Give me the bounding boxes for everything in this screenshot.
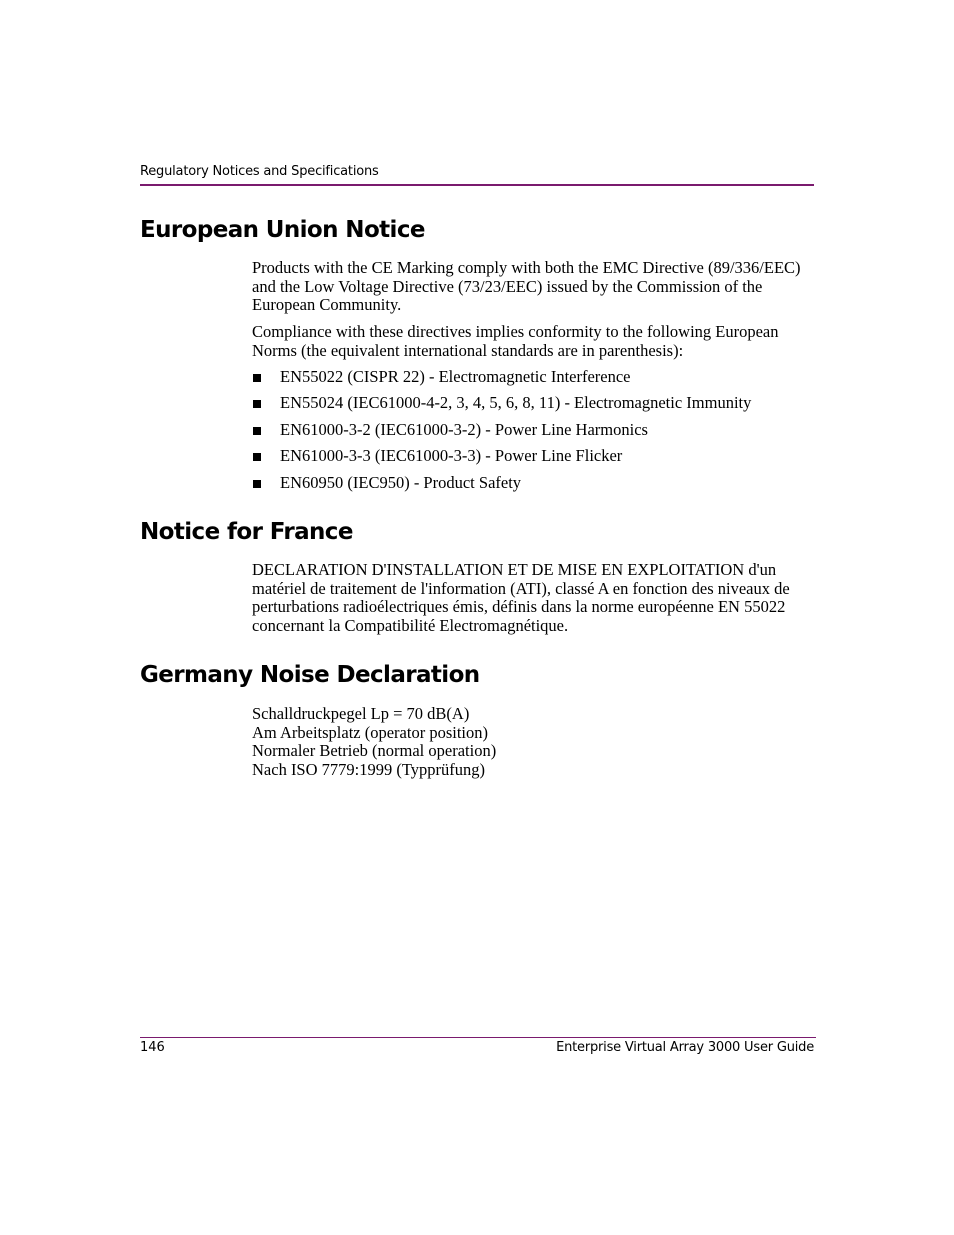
footer-divider bbox=[140, 1037, 816, 1038]
list-item-text: EN55022 (CISPR 22) - Electromagnetic Interference bbox=[280, 367, 631, 386]
bullet-square-icon bbox=[253, 427, 261, 435]
eu-para-1-text: Products with the CE Marking comply with both the EMC Directive (89/336/EEC) and the Low Voltage Directive (73/23/EEC) issued by the Commission of the European Community. bbox=[252, 258, 801, 315]
list-item-text: EN61000-3-2 (IEC61000-3-2) - Power Line Harmonics bbox=[280, 420, 648, 439]
list-item-text: EN61000-3-3 (IEC61000-3-3) - Power Line Flicker bbox=[280, 446, 623, 465]
germany-line: Normaler Betrieb (normal operation) bbox=[252, 741, 497, 761]
list-item-text: EN55024 (IEC61000-4-2, 3, 4, 5, 6, 8, 11) - Electromagnetic Immunity bbox=[280, 393, 752, 412]
bullet-square-icon bbox=[253, 374, 261, 382]
germany-declaration bbox=[252, 705, 818, 779]
eu-para-2-text: Compliance with these directives implies conformity to the following European Norms (the equivalent international standards are in parenthesis): bbox=[252, 322, 779, 360]
header-divider bbox=[140, 184, 814, 186]
eu-paragraph-1 bbox=[252, 259, 818, 315]
bullet-square-icon bbox=[253, 453, 261, 461]
list-item-text: EN60950 (IEC950) - Product Safety bbox=[280, 473, 522, 492]
page-number: 146 bbox=[140, 1040, 165, 1055]
germany-line: Nach ISO 7779:1999 (Typprüfung) bbox=[252, 759, 486, 779]
bullet-square-icon bbox=[253, 400, 261, 408]
france-notice-heading: Notice for France bbox=[140, 519, 353, 545]
eu-paragraph-2 bbox=[252, 323, 818, 360]
france-para-text: DECLARATION D'INSTALLATION ET DE MISE EN EXPLOITATION d'un matériel de traitement de l'information (ATI), classé A en fonction des niveaux de perturbations radioélectriques émis, définis dans la norme européenne EN 55022 concernant la Compatibilité Electromagnétique. bbox=[252, 560, 790, 635]
germany-line: Schalldruckpegel Lp = 70 dB(A) bbox=[252, 704, 470, 723]
eu-notice-heading: European Union Notice bbox=[140, 217, 425, 243]
germany-notice-heading: Germany Noise Declaration bbox=[140, 662, 480, 688]
germany-line: Am Arbeitsplatz (operator position) bbox=[252, 722, 488, 742]
bullet-square-icon bbox=[253, 480, 261, 488]
running-header: Regulatory Notices and Specifications bbox=[140, 164, 379, 179]
footer-doc-title: Enterprise Virtual Array 3000 User Guide bbox=[556, 1040, 814, 1055]
france-paragraph bbox=[252, 561, 818, 635]
